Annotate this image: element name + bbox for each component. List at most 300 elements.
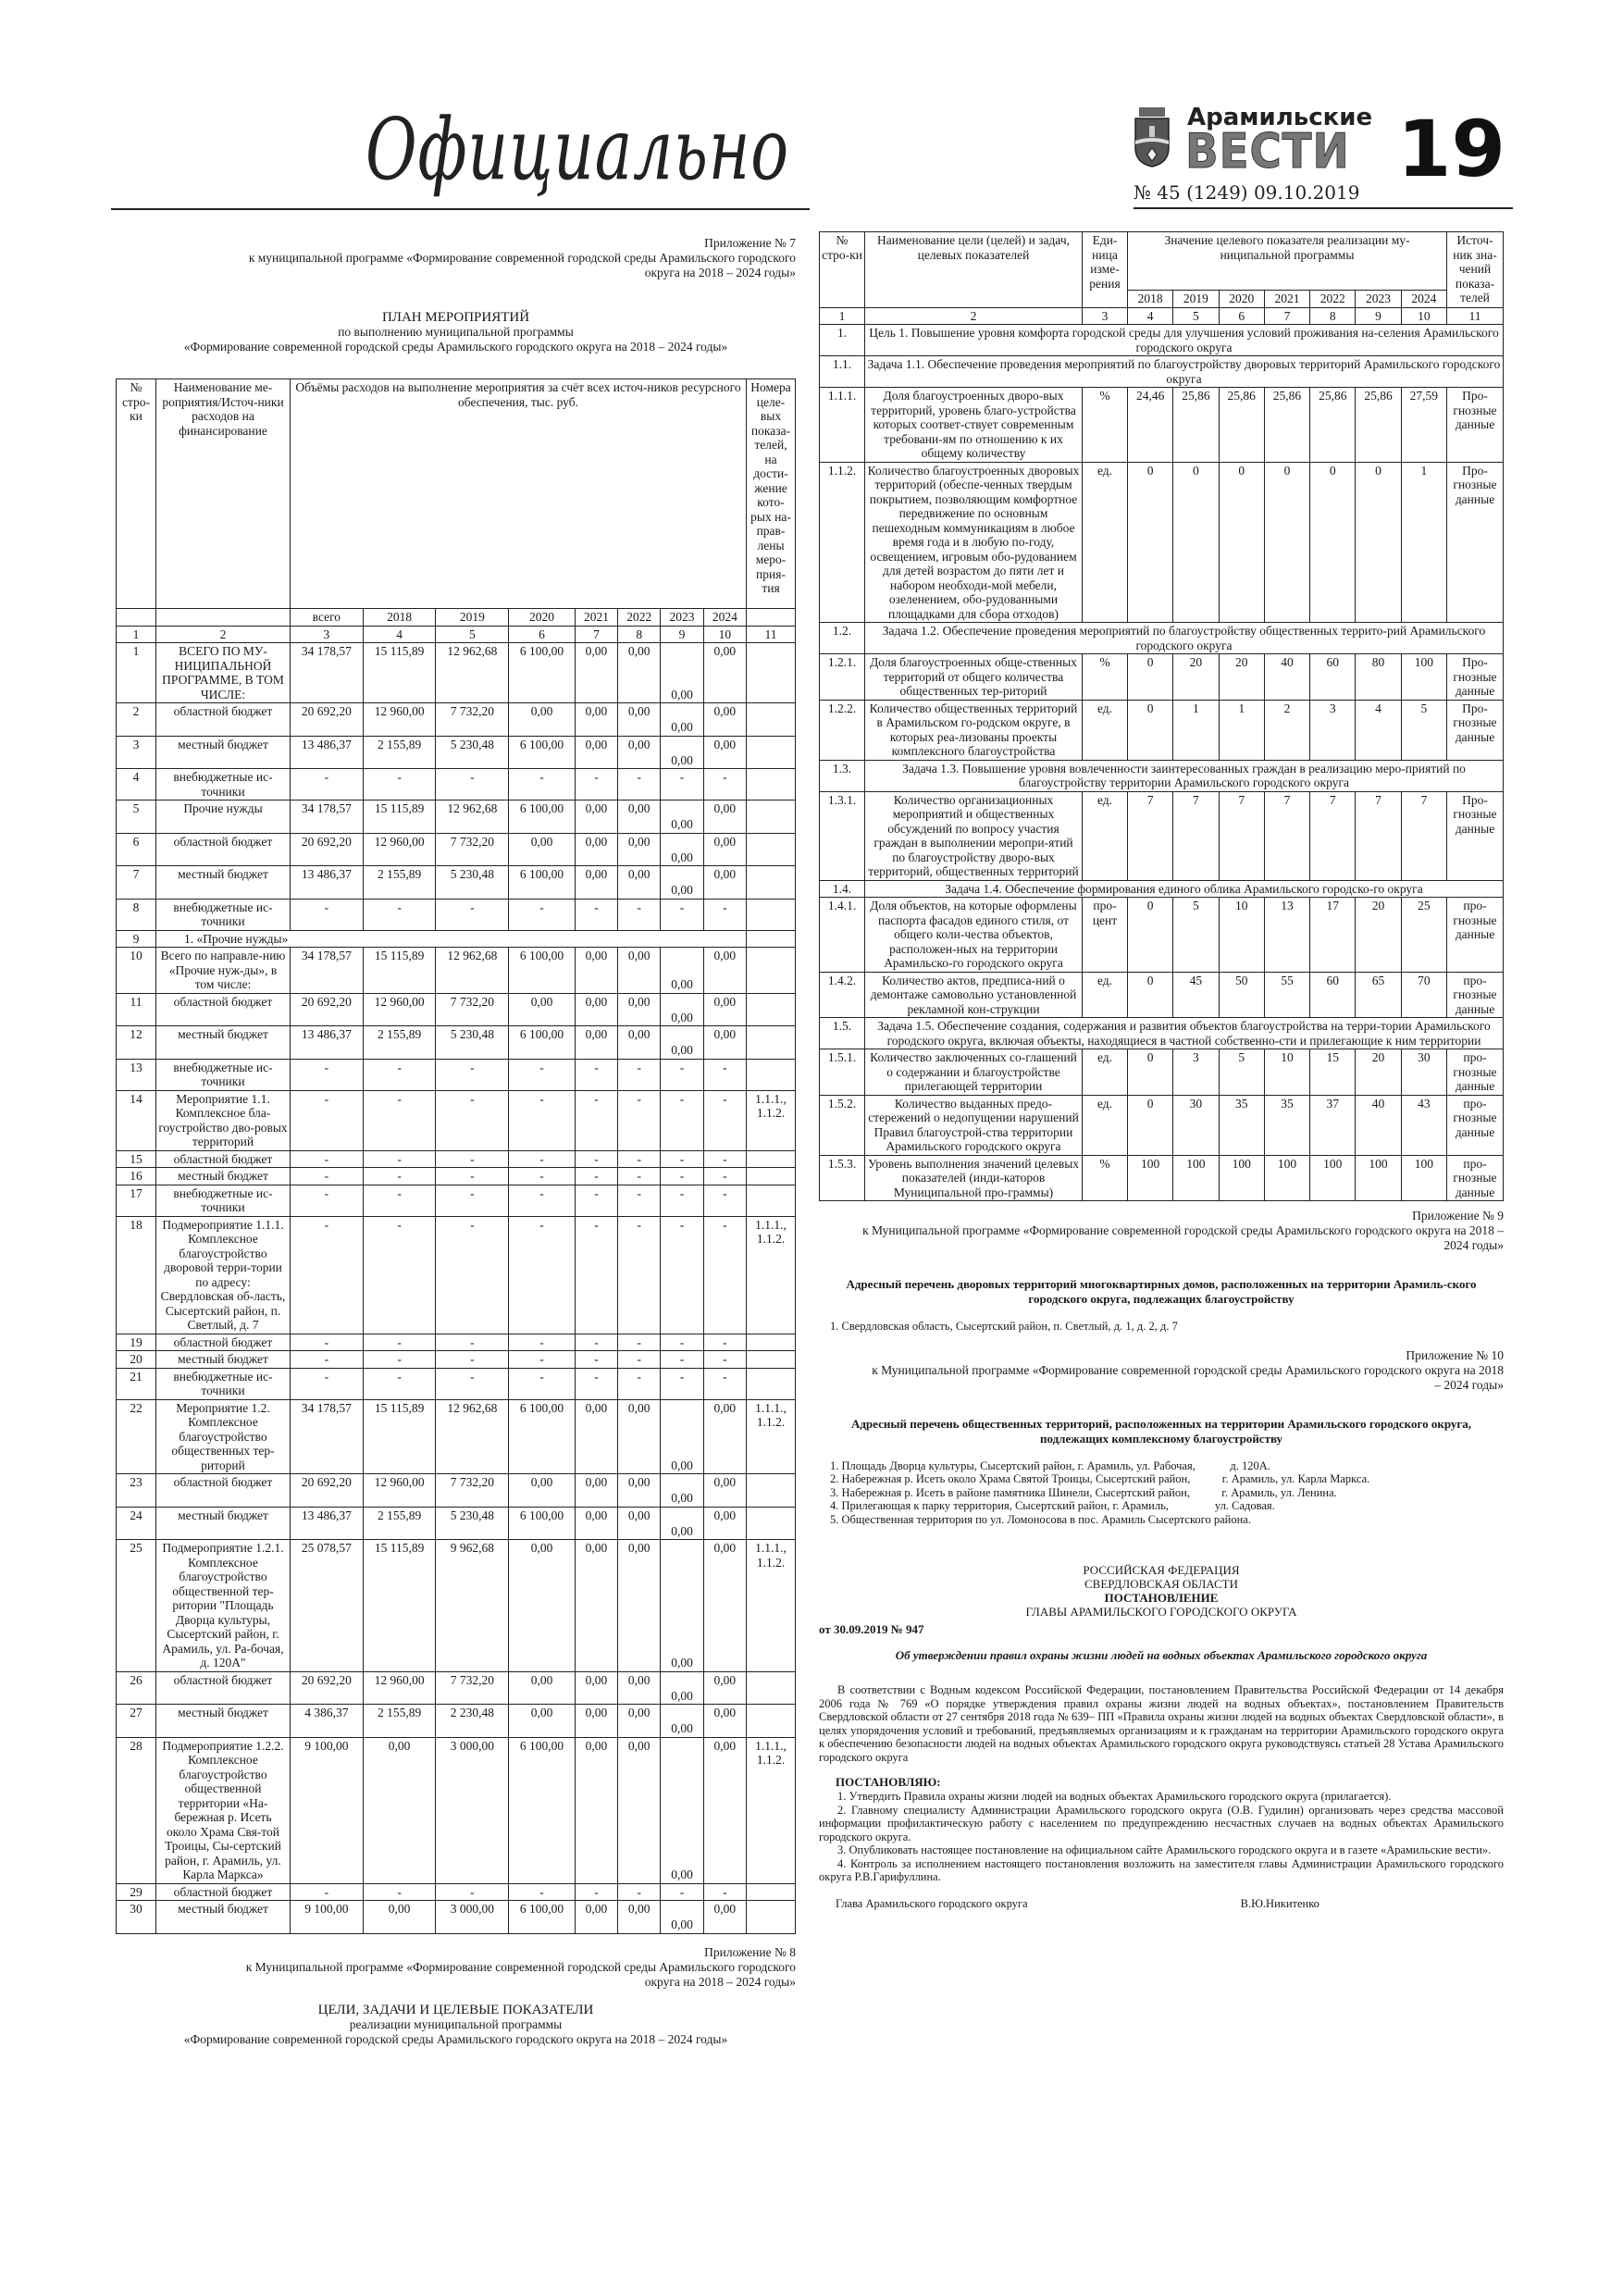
value-cell: 2 155,89 [363, 736, 436, 769]
table-row [117, 1540, 796, 1672]
value-cell: - [363, 1185, 436, 1216]
value-cell: - [618, 769, 661, 800]
table-row [820, 462, 1504, 623]
value-cell: - [509, 1368, 576, 1399]
value-cell: 0,00 [618, 1507, 661, 1540]
value-cell: - [618, 1351, 661, 1369]
value-cell: 0,00 [509, 993, 576, 1026]
value-cell: 2 [1264, 700, 1309, 760]
value-cell: 100 [1401, 654, 1446, 701]
value-cell: 0,00 [703, 1705, 746, 1738]
table-row [117, 1901, 796, 1934]
source-cell: про-гнозные данные [1447, 1049, 1504, 1096]
value-cell: 30 [1401, 1049, 1446, 1096]
row-name: Мероприятие 1.1. Комплексное бла-гоустройство дво-ровых территорий [156, 1090, 291, 1150]
value-cell: 60 [1310, 654, 1356, 701]
row-name: местный бюджет [156, 1168, 291, 1185]
value-cell: - [618, 1216, 661, 1334]
row-number: 6 [117, 833, 156, 866]
value-cell: - [703, 1150, 746, 1168]
value-cell: 7 732,20 [436, 1671, 509, 1705]
value-cell: - [291, 1883, 364, 1901]
table-row [820, 654, 1504, 701]
indicator-name: Количество организационных мероприятий и общественных обсуждений по вопросу участия граждан в выполнении меропри-ятий по благоустройству дворо-вых территорий, общественных территорий [865, 791, 1083, 880]
value-cell: - [363, 1216, 436, 1334]
resolution-date: от 30.09.2019 № 947 [819, 1622, 924, 1636]
decree-point: 2. Главному специалисту Администрации Арамильского городского округа (О.В. Гудилин) организовать через средства массовой информации профилактическую работу с населением по предупреждению несчастных случаев на водных объектах Арамильского городского округа. [819, 1803, 1504, 1843]
appendix-7-header [116, 236, 796, 280]
source-cell: про-гнозные данные [1447, 898, 1504, 973]
row-number: 1.1.2. [820, 462, 865, 623]
value-cell: 0 [1128, 1049, 1173, 1096]
row-number: 1 [117, 643, 156, 703]
indicator-name: Количество общественных территорий в Арамильском го-родском округе, в которых реа-лизованы проекты комплексного благоустройства [865, 700, 1083, 760]
row-number: 1.2. [820, 623, 865, 654]
goal-section: Задача 1.2. Обеспечение проведения мероприятий по благоустройству общественных террито-рий Арамильского городского округа [865, 623, 1504, 654]
issue-number: № 45 (1249) 09.10.2019 [1134, 181, 1360, 204]
value-cell: 100 [1219, 1155, 1264, 1201]
value-cell: 55 [1264, 972, 1309, 1018]
value-cell: - [291, 769, 364, 800]
value-cell: 60 [1310, 972, 1356, 1018]
row-name: местный бюджет [156, 1026, 291, 1060]
value-cell: 20 [1356, 898, 1401, 973]
value-cell: 0,00 [618, 948, 661, 994]
index-cell: 6 [509, 626, 576, 643]
appendix-8-header [116, 1945, 796, 1990]
value-cell: 0,00 [575, 800, 617, 834]
plan-table [116, 379, 796, 1934]
value-cell: - [363, 1351, 436, 1369]
value-cell: - [363, 899, 436, 930]
target-refs [747, 1059, 796, 1090]
value-cell: 25,86 [1173, 388, 1219, 463]
col-header-volumes: Объёмы расходов на выполнение мероприятия за счёт всех источ-ников ресурсного обеспечения, тыс. руб. [291, 379, 747, 609]
row-number: 1.4.2. [820, 972, 865, 1018]
row-number: 29 [117, 1883, 156, 1901]
table-row [820, 700, 1504, 760]
value-cell: 0,00 [661, 1540, 703, 1672]
value-cell: 12 962,68 [436, 948, 509, 994]
value-cell: 0,00 [661, 800, 703, 834]
row-number: 28 [117, 1737, 156, 1883]
year-header: 2019 [1173, 291, 1219, 308]
table-row [820, 623, 1504, 654]
row-name: местный бюджет [156, 736, 291, 769]
indicator-name: Количество выданных предо-стережений о недопущении нарушений Правил благоустрой-ства территории Арамильского городского округа [865, 1095, 1083, 1155]
value-cell: 5 [1173, 898, 1219, 973]
year-header: 2020 [509, 609, 576, 627]
value-cell: 0,00 [363, 1901, 436, 1934]
value-cell: 0,00 [618, 1705, 661, 1738]
plan-subtitle: по выполнению муниципальной программы [338, 325, 574, 339]
decree-point: 3. Опубликовать настоящее постановление на официальном сайте Арамильского городского округа и в газете «Арамильские вести». [837, 1843, 1492, 1856]
value-cell: 0,00 [618, 1026, 661, 1060]
value-cell: 13 486,37 [291, 1507, 364, 1540]
target-refs [747, 1368, 796, 1399]
source-cell: про-гнозные данные [1447, 1155, 1504, 1201]
value-cell: 0,00 [618, 833, 661, 866]
index-cell: 7 [1264, 307, 1309, 325]
value-cell: 0 [1128, 700, 1173, 760]
index-cell: 5 [436, 626, 509, 643]
col-header-source: Источ-ник зна-чений показа-телей [1447, 232, 1504, 308]
value-cell: 20 [1173, 654, 1219, 701]
value-cell: - [509, 899, 576, 930]
value-cell: 0,00 [661, 1901, 703, 1934]
table-row [117, 1399, 796, 1474]
value-cell: 0 [1219, 462, 1264, 623]
value-cell: - [436, 769, 509, 800]
value-cell: 0,00 [618, 1399, 661, 1474]
value-cell: 9 100,00 [291, 1901, 364, 1934]
value-cell: 4 386,37 [291, 1705, 364, 1738]
value-cell: 15 115,89 [363, 948, 436, 994]
resolution-decree: ПОСТАНОВЛЯЮ: [836, 1775, 941, 1789]
value-cell: 0,00 [618, 1737, 661, 1883]
row-number: 1.5. [820, 1018, 865, 1049]
value-cell: 0,00 [661, 1737, 703, 1883]
table-row [820, 1049, 1504, 1096]
target-refs [747, 833, 796, 866]
value-cell: 7 732,20 [436, 833, 509, 866]
value-cell: 0,00 [618, 736, 661, 769]
value-cell: 10 [1219, 898, 1264, 973]
value-cell: - [575, 1368, 617, 1399]
value-cell: 0,00 [618, 993, 661, 1026]
unit-cell: ед. [1083, 462, 1128, 623]
value-cell: - [618, 1168, 661, 1185]
row-number: 16 [117, 1168, 156, 1185]
newspaper-logo [1134, 104, 1373, 180]
goals-title: ЦЕЛИ, ЗАДАЧИ И ЦЕЛЕВЫЕ ПОКАЗАТЕЛИ [317, 2002, 594, 2017]
value-cell: 15 115,89 [363, 1540, 436, 1672]
value-cell: 100 [1128, 1155, 1173, 1201]
target-refs [747, 1334, 796, 1351]
index-cell: 1 [820, 307, 865, 325]
value-cell: 3 000,00 [436, 1737, 509, 1883]
value-cell: - [436, 1150, 509, 1168]
section-title: Официально [365, 100, 789, 199]
value-cell: 1 [1173, 700, 1219, 760]
row-name: местный бюджет [156, 1507, 291, 1540]
empty-cell [747, 930, 796, 948]
value-cell: 7 [1128, 791, 1173, 880]
table-row [117, 1090, 796, 1150]
row-name: Прочие нужды [156, 800, 291, 834]
value-cell: - [661, 1216, 703, 1334]
value-cell: - [363, 1168, 436, 1185]
value-cell: - [618, 899, 661, 930]
value-cell: 0 [1310, 462, 1356, 623]
value-cell: 0,00 [703, 1737, 746, 1883]
value-cell: 6 100,00 [509, 1026, 576, 1060]
list-item: 1. Свердловская область, Сысертский район, п. Светлый, д. 1, д. 2, д. 7 [830, 1320, 1178, 1333]
list-item: 2. Набережная р. Исеть около Храма Святой Троицы, Сысертский район, г. Арамиль, ул. Карла Маркса. [830, 1472, 1370, 1485]
row-name: местный бюджет [156, 1351, 291, 1369]
value-cell: 0,00 [661, 833, 703, 866]
value-cell: 0,00 [575, 1507, 617, 1540]
value-cell: - [363, 1090, 436, 1150]
appendix-line: округа на 2018 – 2024 годы» [644, 1974, 796, 1989]
table-row [117, 993, 796, 1026]
value-cell: 17 [1310, 898, 1356, 973]
value-cell: 5 230,48 [436, 1026, 509, 1060]
target-refs [747, 1705, 796, 1738]
value-cell: - [291, 1351, 364, 1369]
value-cell: 0,00 [703, 1026, 746, 1060]
row-name: областной бюджет [156, 1150, 291, 1168]
value-cell: - [703, 899, 746, 930]
value-cell: 7 [1173, 791, 1219, 880]
col-header-name: Наименование ме-роприятия/Источ-ники расходов на финансирование [156, 379, 291, 609]
value-cell: 0,00 [618, 800, 661, 834]
value-cell: - [703, 1216, 746, 1334]
value-cell: 0,00 [618, 703, 661, 737]
value-cell: 2 155,89 [363, 1026, 436, 1060]
year-header: 2024 [1401, 291, 1446, 308]
target-refs [747, 769, 796, 800]
row-number: 21 [117, 1368, 156, 1399]
row-number: 26 [117, 1671, 156, 1705]
value-cell: 0,00 [575, 703, 617, 737]
value-cell: - [575, 1216, 617, 1334]
value-cell: 0,00 [509, 1705, 576, 1738]
value-cell: 0,00 [509, 1671, 576, 1705]
value-cell: - [661, 1168, 703, 1185]
value-cell: - [703, 769, 746, 800]
index-cell: 3 [291, 626, 364, 643]
value-cell: 0,00 [618, 1671, 661, 1705]
value-cell: - [509, 1351, 576, 1369]
value-cell: 34 178,57 [291, 800, 364, 834]
goals-title-block [116, 2003, 796, 2047]
appendix-label: Приложение № 10 [1406, 1347, 1504, 1362]
plan-subtitle: «Формирование современной городской среды Арамильского городского округа на 2018 – 2024 годы» [183, 340, 728, 354]
row-number: 30 [117, 1901, 156, 1934]
target-refs [747, 1883, 796, 1901]
value-cell: 20 692,20 [291, 833, 364, 866]
value-cell: 0,00 [509, 703, 576, 737]
source-cell: Про-гнозные данные [1447, 388, 1504, 463]
indicator-name: Количество актов, предписа-ний о демонтаже самовольно установленной рекламной кон-струкции [865, 972, 1083, 1018]
value-cell: 15 115,89 [363, 800, 436, 834]
value-cell: 3 [1310, 700, 1356, 760]
table-row [117, 1185, 796, 1216]
value-cell: - [661, 1150, 703, 1168]
target-refs [747, 1671, 796, 1705]
value-cell: 20 692,20 [291, 1474, 364, 1508]
value-cell: - [661, 1334, 703, 1351]
row-number: 20 [117, 1351, 156, 1369]
value-cell: 34 178,57 [291, 1399, 364, 1474]
value-cell: - [661, 1351, 703, 1369]
row-number: 2 [117, 703, 156, 737]
value-cell: - [509, 1150, 576, 1168]
value-cell: 2 155,89 [363, 866, 436, 900]
index-cell: 8 [618, 626, 661, 643]
appendix-10-title: Адресный перечень общественных территорий, расположенных на территории Арамильского городского округа, подлежащих комплексному благоустройству [850, 1416, 1472, 1446]
value-cell: 12 960,00 [363, 703, 436, 737]
row-number: 10 [117, 948, 156, 994]
index-cell: 2 [865, 307, 1083, 325]
unit-cell: % [1083, 388, 1128, 463]
value-cell: 6 100,00 [509, 1901, 576, 1934]
target-refs [747, 1168, 796, 1185]
sub-cell [117, 609, 156, 627]
appendix-line: округа на 2018 – 2024 годы» [644, 266, 796, 279]
value-cell: 0,00 [575, 1026, 617, 1060]
value-cell: - [618, 1150, 661, 1168]
row-number: 7 [117, 866, 156, 900]
resolution-country: РОССИЙСКАЯ ФЕДЕРАЦИЯ [1083, 1563, 1240, 1577]
value-cell: 0 [1128, 898, 1173, 973]
value-cell: - [436, 899, 509, 930]
target-refs [747, 866, 796, 900]
table-row [117, 703, 796, 737]
value-cell: 7 [1356, 791, 1401, 880]
value-cell: 3 000,00 [436, 1901, 509, 1934]
value-cell: - [291, 1090, 364, 1150]
row-number: 22 [117, 1399, 156, 1474]
indicator-name: Доля объектов, на которые оформлены паспорта фасадов единого стиля, от общего коли-чества объектов, расположен-ных на территории Арамильско-го городского округа [865, 898, 1083, 973]
value-cell: 20 [1356, 1049, 1401, 1096]
target-refs [747, 899, 796, 930]
value-cell: - [661, 1090, 703, 1150]
value-cell: 24,46 [1128, 388, 1173, 463]
value-cell: 50 [1219, 972, 1264, 1018]
value-cell: 0,00 [661, 1507, 703, 1540]
sub-cell [747, 609, 796, 627]
row-name: внебюджетные ис-точники [156, 899, 291, 930]
table-row [117, 1883, 796, 1901]
goal-section: Задача 1.4. Обеспечение формирования единого облика Арамильского городско-го округа [865, 880, 1504, 898]
value-cell: - [575, 1150, 617, 1168]
value-cell: 0,00 [661, 703, 703, 737]
row-name: Всего по направле-нию «Прочие нуж-ды», в том числе: [156, 948, 291, 994]
value-cell: 20 [1219, 654, 1264, 701]
goals-subtitle: реализации муниципальной программы [349, 2017, 563, 2031]
value-cell: - [575, 899, 617, 930]
year-header: 2023 [1356, 291, 1401, 308]
value-cell: 9 100,00 [291, 1737, 364, 1883]
value-cell: 0,00 [661, 1399, 703, 1474]
value-cell: 25 [1401, 898, 1446, 973]
unit-cell: % [1083, 1155, 1128, 1201]
table-row [820, 1155, 1504, 1201]
value-cell: 15 115,89 [363, 1399, 436, 1474]
row-number: 5 [117, 800, 156, 834]
value-cell: 12 962,68 [436, 643, 509, 703]
table-row [117, 1671, 796, 1705]
table-row [820, 1018, 1504, 1049]
value-cell: 6 100,00 [509, 1399, 576, 1474]
value-cell: - [575, 1168, 617, 1185]
unit-cell: ед. [1083, 1095, 1128, 1155]
row-name: ВСЕГО ПО МУ-НИЦИПАЛЬНОЙ ПРОГРАММЕ, В ТОМ ЧИСЛЕ: [156, 643, 291, 703]
value-cell: 34 178,57 [291, 643, 364, 703]
index-cell: 11 [747, 626, 796, 643]
value-cell: 15 115,89 [363, 643, 436, 703]
row-name: внебюджетные ис-точники [156, 769, 291, 800]
value-cell: - [509, 1883, 576, 1901]
target-refs [747, 1150, 796, 1168]
value-cell: 0,00 [509, 1474, 576, 1508]
decree-point: 1. Утвердить Правила охраны жизни людей на водных объектах Арамильского городского округа (прилагается). [837, 1790, 1392, 1803]
target-refs [747, 1185, 796, 1216]
indicator-name: Доля благоустроенных дворо-вых территорий, уровень благо-устройства которых соответ-ствует современным требовани-ям по отношению к их общему количеству [865, 388, 1083, 463]
decree-point: 4. Контроль за исполнением настоящего постановления возложить на заместителя главы Администрации Арамильского городского округа Р.В.Гарифуллина. [819, 1856, 1504, 1883]
value-cell: 10 [1264, 1049, 1309, 1096]
value-cell: 7 732,20 [436, 993, 509, 1026]
plan-subheader-row [117, 609, 796, 627]
appendix-10-header [819, 1348, 1504, 1393]
value-cell: - [291, 899, 364, 930]
value-cell: - [703, 1059, 746, 1090]
appendix-label: Приложение № 9 [1412, 1209, 1504, 1222]
header-rule-right [1134, 207, 1513, 209]
col-header-targets: Номера целе-вых показа-телей, на дости-жение кото-рых на-прав-лены меро-прия-тия [747, 379, 796, 609]
table-row [820, 898, 1504, 973]
col-header-num: № стро-ки [117, 379, 156, 609]
index-cell: 1 [117, 626, 156, 643]
table-row [117, 1351, 796, 1369]
row-number: 4 [117, 769, 156, 800]
year-header: 2019 [436, 609, 509, 627]
table-row [117, 1168, 796, 1185]
value-cell: - [436, 1216, 509, 1334]
value-cell: 13 [1264, 898, 1309, 973]
unit-cell: ед. [1083, 700, 1128, 760]
value-cell: - [363, 1368, 436, 1399]
value-cell: - [575, 769, 617, 800]
value-cell: - [291, 1150, 364, 1168]
row-number: 1.3.1. [820, 791, 865, 880]
value-cell: 0 [1128, 462, 1173, 623]
value-cell: 9 962,68 [436, 1540, 509, 1672]
value-cell: 6 100,00 [509, 736, 576, 769]
value-cell: - [703, 1334, 746, 1351]
target-refs: 1.1.1., 1.1.2. [747, 1737, 796, 1883]
brand-top: Арамильские [1187, 104, 1373, 131]
value-cell: 7 [1219, 791, 1264, 880]
value-cell: 20 692,20 [291, 1671, 364, 1705]
row-number: 3 [117, 736, 156, 769]
value-cell: 40 [1264, 654, 1309, 701]
table-row [117, 833, 796, 866]
index-cell: 3 [1083, 307, 1128, 325]
value-cell: 2 155,89 [363, 1705, 436, 1738]
goal-section: Задача 1.3. Повышение уровня вовлеченности заинтересованных граждан в реализацию меро-приятий по благоустройству территории Арамильского городского округа [865, 760, 1504, 791]
sub-cell [156, 609, 291, 627]
value-cell: 0,00 [703, 1901, 746, 1934]
value-cell: 25,86 [1219, 388, 1264, 463]
value-cell: 30 [1173, 1095, 1219, 1155]
value-cell: - [661, 899, 703, 930]
index-cell: 2 [156, 626, 291, 643]
value-cell: 0,00 [661, 1705, 703, 1738]
table-row [117, 1059, 796, 1090]
value-cell: - [661, 769, 703, 800]
row-name: областной бюджет [156, 1334, 291, 1351]
value-cell: 35 [1219, 1095, 1264, 1155]
value-cell: 0,00 [575, 993, 617, 1026]
value-cell: 37 [1310, 1095, 1356, 1155]
value-cell: 20 692,20 [291, 703, 364, 737]
goals-subtitle: «Формирование современной городской среды Арамильского городского округа на 2018 – 2024 годы» [183, 2031, 728, 2046]
value-cell: 13 486,37 [291, 866, 364, 900]
value-cell: - [363, 1883, 436, 1901]
